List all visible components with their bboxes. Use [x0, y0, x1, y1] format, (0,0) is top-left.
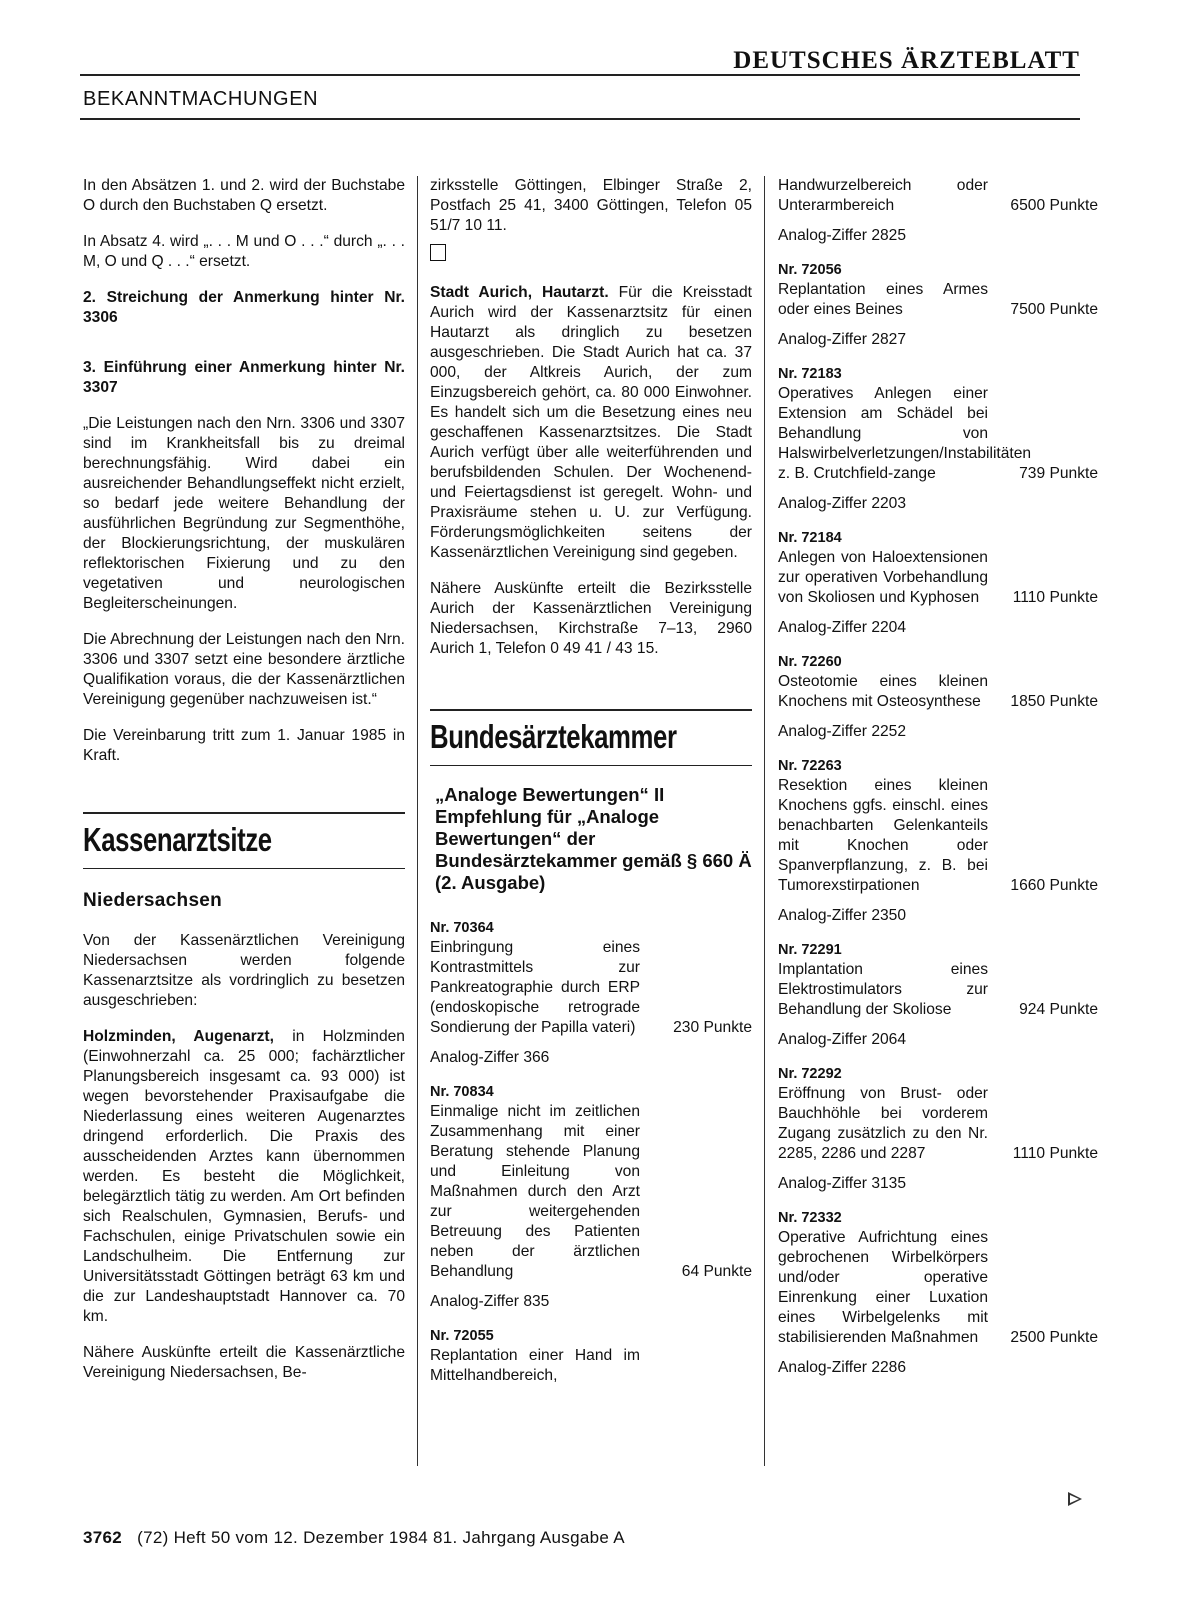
fee-list [778, 176, 1098, 1378]
analog-number: Analog-Ziffer 2204 [778, 619, 907, 636]
fee-points: 7500 Punkte [1010, 301, 1098, 318]
fee-number: Nr. 72183 [778, 366, 842, 382]
analog-number: Analog-Ziffer 2286 [778, 1359, 907, 1376]
article-title: „Analoge Bewertungen“ II Empfehlung für „Analoge Bewertungen“ der Bundesärztekammer gemäß § 660 Ä (2. Ausgabe) [435, 784, 752, 893]
fee-number: Nr. 72292 [778, 1066, 842, 1082]
analog-number: Analog-Ziffer 2252 [778, 723, 907, 740]
fee-number: Nr. 72184 [778, 530, 842, 546]
column-2 [430, 176, 752, 1400]
analog-number: Analog-Ziffer 2827 [778, 331, 907, 348]
fee-number: Nr. 72263 [778, 758, 842, 774]
page-number: 3762 [83, 1528, 123, 1547]
paragraph: Stadt Aurich, Hautarzt. Für die Kreisstadt Aurich wird der Kassenarztsitz für einen Hautarzt als dringlich zu besetzen ausgeschrieben. Die Stadt Aurich hat ca. 37 000, der Altkreis Aurich, der zum Einzugsbereich gehört, ca. 80 000 Einwohner. Es handelt sich um die Besetzung eines neu geschaffenen Kassenarztsitzes. Die Stadt Aurich verfügt über alle weiterführenden und berufsbildenden Schulen. Der Wochenend- und Feiertagsdienst ist geregelt. Wohn- und Praxisräume stehen u. U. zur Verfügung. Förderungsmöglichkeiten seitens der Kassenärztlichen Vereinigung sind gegeben. [430, 284, 752, 561]
column-1 [83, 176, 405, 1399]
analog-number: Analog-Ziffer 2350 [778, 907, 907, 924]
fee-number: Nr. 72260 [778, 654, 842, 670]
analog-number: Analog-Ziffer 366 [430, 1049, 550, 1066]
subheading: 2. Streichung der Anmerkung hinter Nr. 3306 [83, 289, 405, 326]
fee-points: 1110 Punkte [1012, 589, 1098, 606]
fee-item [778, 940, 1098, 1050]
paragraph: „Die Leistungen nach den Nrn. 3306 und 3307 sind im Krankheitsfall bis zu dreimal berechnungsfähig. Wird dabei ein ausreichender Behandlungseffekt nicht erzielt, so bedarf jede weitere Behandlung der ausführlichen Begründung zur Segmenthöhe, der Blockierungsrichtung, der muskulären reflektorischen Fixierung und zu den vegetativen und neurologischen Begleiterscheinungen. [83, 415, 405, 612]
analog-number: Analog-Ziffer 3135 [778, 1175, 907, 1192]
fee-item [430, 1326, 752, 1386]
fee-item [778, 528, 1098, 638]
fee-points: 64 Punkte [681, 1263, 752, 1280]
fee-item [778, 260, 1098, 350]
fee-number: Nr. 72332 [778, 1210, 842, 1226]
fee-description: Einmalige nicht im zeitlichen Zusammenhang mit einer Beratung stehende Planung und Einleitung von Maßnahmen durch den Arzt zur weitergehenden Betreuung des Patienten neben der ärztlichen Behandlung [430, 1103, 640, 1280]
fee-points: 230 Punkte [673, 1019, 752, 1036]
fee-item [778, 652, 1098, 742]
fee-description: Implantation eines Elektrostimulators zur Behandlung der Skoliose [778, 961, 988, 1018]
fee-points: 6500 Punkte [1010, 197, 1098, 214]
section-rule [80, 118, 1080, 120]
analog-number: Analog-Ziffer 2825 [778, 227, 907, 244]
fee-item [778, 176, 1098, 246]
fee-item [778, 364, 1098, 514]
section-title: BEKANNTMACHUNGEN [83, 88, 319, 110]
issue-info: (72) Heft 50 vom 12. Dezember 1984 81. Jahrgang Ausgabe A [137, 1528, 625, 1547]
paragraph: Die Abrechnung der Leistungen nach den Nrn. 3306 und 3307 setzt eine besondere ärztliche Qualifikation voraus, die der Kassenärztlichen Vereinigung gegenüber nachzuweisen ist.“ [83, 631, 405, 708]
fee-description: Replantation eines Armes oder eines Beines [778, 281, 988, 318]
header-rule [80, 74, 1080, 76]
column-divider [764, 176, 765, 1466]
fee-description: Eröffnung von Brust- oder Bauchhöhle bei vorderem Zugang zusätzlich zu den Nr. 2285, 2286 und 2287 [778, 1085, 988, 1162]
fee-points: 1110 Punkte [1012, 1145, 1098, 1162]
fee-description: Replantation einer Hand im Mittelhandbereich, [430, 1347, 640, 1384]
fee-description: Handwurzelbereich oder Unterarmbereich [778, 177, 988, 214]
paragraph: Die Vereinbarung tritt zum 1. Januar 1985 in Kraft. [83, 727, 405, 764]
paragraph: zirksstelle Göttingen, Elbinger Straße 2, Postfach 25 41, 3400 Göttingen, Telefon 05 51/7 10 11. [430, 177, 752, 234]
section-heading: Bundesärztekammer [430, 717, 677, 755]
fee-description: Resektion eines kleinen Knochens ggfs. einschl. eines benachbarten Gelenkanteils mit Knochen oder Spanverpflanzung, z. B. bei Tumorexstirpationen [778, 777, 988, 894]
analog-number: Analog-Ziffer 2064 [778, 1031, 907, 1048]
heading-rule [83, 812, 405, 814]
footer [83, 1528, 625, 1548]
fee-item [430, 918, 752, 1068]
paragraph: In den Absätzen 1. und 2. wird der Buchstabe O durch den Buchstaben Q ersetzt. [83, 177, 405, 214]
paragraph: Von der Kassenärztlichen Vereinigung Niedersachsen werden folgende Kassenarztsitze als vordringlich zu besetzen ausgeschrieben: [83, 932, 405, 1009]
heading-rule [430, 709, 752, 711]
analog-number: Analog-Ziffer 835 [430, 1293, 550, 1310]
paragraph: Nähere Auskünfte erteilt die Kassenärztliche Vereinigung Niedersachsen, Be- [83, 1344, 405, 1381]
section-heading: Kassenarztsitze [83, 820, 272, 858]
fee-points: 924 Punkte [1019, 1001, 1098, 1018]
fee-number: Nr. 72056 [778, 262, 842, 278]
fee-number: Nr. 72055 [430, 1328, 494, 1344]
fee-number: Nr. 72291 [778, 942, 842, 958]
fee-points: 1660 Punkte [1010, 877, 1098, 894]
subheading: 3. Einführung einer Anmerkung hinter Nr. 3307 [83, 359, 405, 396]
paragraph: Holzminden, Augenarzt, in Holzminden (Einwohnerzahl ca. 25 000; fachärztlicher Planungsbereich insgesamt ca. 93 000) ist wegen bevorstehender Praxisaufgabe die Niederlassung eines weiteren Augenarztes dringend erforderlich. Die Praxis des ausscheidenden Arztes kann übernommen werden. Es besteht die Möglichkeit, belegärztlich tätig zu werden. Am Ort befinden sich Realschulen, Gymnasien, Berufs- und Fachschulen, einige Privatschulen sowie ein Landschulheim. Die Entfernung zur Universitätsstadt Göttingen beträgt 63 km und die zur Landeshauptstadt Hannover ca. 70 km. [83, 1028, 405, 1325]
analog-number: Analog-Ziffer 2203 [778, 495, 907, 512]
column-3 [778, 176, 1098, 1392]
paragraph: Nähere Auskünfte erteilt die Bezirksstelle Aurich der Kassenärztlichen Vereinigung Niedersachsen, Kirchstraße 7–13, 2960 Aurich 1, Telefon 0 49 41 / 43 15. [430, 580, 752, 657]
fee-number: Nr. 70834 [430, 1084, 494, 1100]
fee-description: Operatives Anlegen einer Extension am Schädel bei Behandlung von Halswirbelverletzungen/Instabilitäten z. B. Crutchfield-zange [778, 385, 1032, 482]
fee-list [430, 918, 752, 1386]
fee-description: Operative Aufrichtung eines gebrochenen Wirbelkörpers und/oder operative Einrenkung einer Luxation eines Wirbelgelenks mit stabilisierenden Maßnahmen [778, 1229, 988, 1346]
paragraph: In Absatz 4. wird „. . . M und O . . .“ durch „. . . M, O und Q . . .“ ersetzt. [83, 233, 405, 270]
fee-description: Anlegen von Haloextensionen zur operativen Vorbehandlung von Skoliosen und Kyphosen [778, 549, 988, 606]
fee-points: 739 Punkte [1019, 465, 1098, 482]
fee-description: Einbringung eines Kontrastmittels zur Pankreatographie durch ERP (endoskopische retrograde Sondierung der Papilla vateri) [430, 939, 640, 1036]
fee-points: 2500 Punkte [1010, 1329, 1098, 1346]
fee-item [778, 1208, 1098, 1378]
square-marker-icon [430, 244, 446, 261]
region-heading: Niedersachsen [83, 890, 223, 911]
fee-item [430, 1082, 752, 1312]
journal-title: DEUTSCHES ÄRZTEBLATT [733, 47, 1080, 74]
fee-description: Osteotomie eines kleinen Knochens mit Osteosynthese [778, 673, 988, 710]
heading-rule [83, 868, 405, 870]
heading-rule [430, 765, 752, 767]
continue-arrow-icon [1068, 1492, 1082, 1506]
fee-item [778, 1064, 1098, 1194]
fee-item [778, 756, 1098, 926]
fee-points: 1850 Punkte [1010, 693, 1098, 710]
column-divider [417, 176, 418, 1466]
fee-number: Nr. 70364 [430, 920, 494, 936]
